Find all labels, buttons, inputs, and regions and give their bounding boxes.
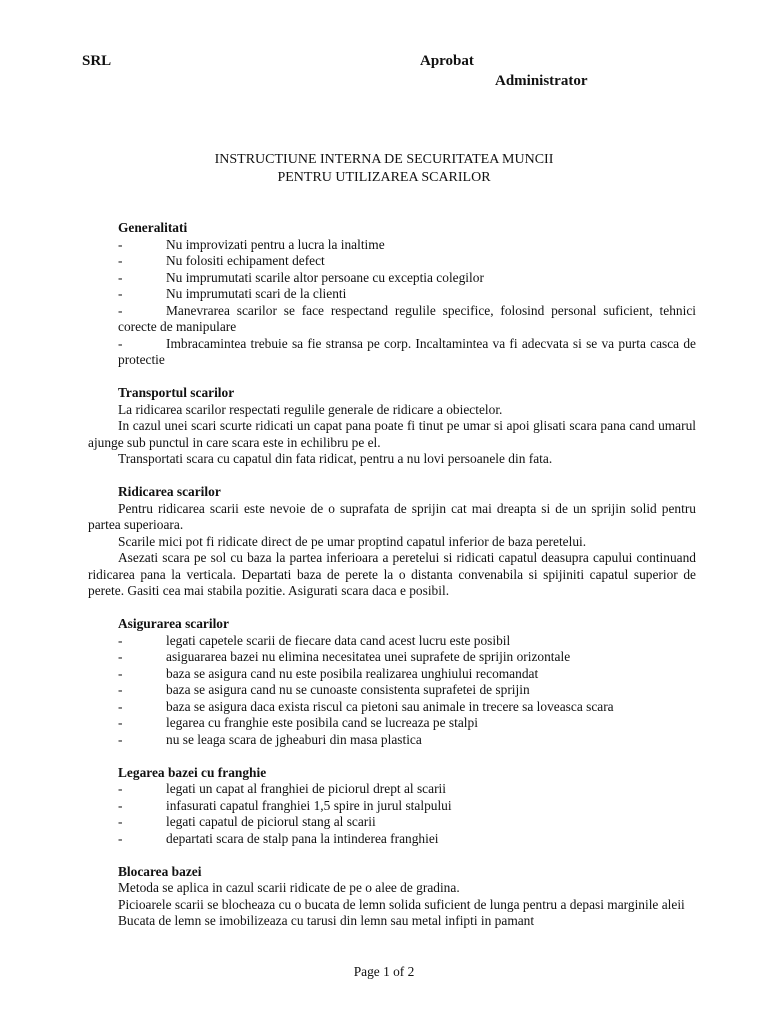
paragraph: La ridicarea scarilor respectati regulile generale de ridicare a obiectelor. [118, 401, 503, 417]
section-transport [88, 385, 696, 468]
section-ridicare [88, 484, 696, 600]
bullet-marker: - [118, 731, 123, 747]
bullet-marker: - [118, 269, 123, 285]
administrator-label: Administrator [495, 73, 588, 89]
paragraph: Asezati scara pe sol cu baza la partea inferioara a peretelui si ridicati capatul deasupra capului continuand ridicarea pana la verticala. Departati baza de perete la o distanta convenabila si spijiniti capatul superior de perete. Gasiti cea mai stabila pozitie. Asigurati scara daca e posibil. [88, 550, 696, 598]
paragraph: Pentru ridicarea scarii este nevoie de o suprafata de sprijin cat mai dreapta si de un sprijin solid pentru partea superioara. [88, 500, 696, 532]
list-item: - legati capetele scarii de fiecare data cand acest lucru este posibil [118, 632, 511, 648]
bullet-marker: - [118, 335, 123, 351]
paragraph: In cazul unei scari scurte ridicati un capat pana poate fi tinut pe umar si apoi glisati scara pana cand umarul ajunge sub punctul in care scara este in echilibru pe el. [88, 418, 696, 450]
list-item: - Nu improvizati pentru a lucra la inaltime [118, 236, 385, 252]
list-item: - baza se asigura cand nu este posibila realizarea unghiului recomandat [118, 665, 539, 681]
section-heading: Asigurarea scarilor [118, 616, 229, 631]
bullet-marker: - [118, 781, 123, 796]
document-title-line2: PENTRU UTILIZAREA SCARILOR [277, 170, 491, 185]
list-item: - baza se asigura cand nu se cunoaste consistenta suprafetei de sprijin [118, 682, 530, 697]
paragraph: Metoda se aplica in cazul scarii ridicate de pe o alee de gradina. [118, 880, 460, 895]
section-heading: Generalitati [118, 220, 188, 235]
bullet-marker: - [118, 236, 123, 252]
list-item: - legarea cu franghie este posibila cand se lucreaza pe stalpi [118, 715, 478, 730]
approval-label: Aprobat [420, 53, 474, 69]
paragraph: Picioarele scarii se blocheaza cu o bucata de lemn solida suficient de lunga pentru a depasi marginile aleii [118, 896, 685, 912]
bullet-marker: - [118, 286, 123, 301]
list-item: - asiguararea bazei nu elimina necesitatea unei suprafete de sprijin orizontale [118, 649, 571, 664]
company-label: SRL [82, 53, 112, 69]
bullet-marker: - [118, 302, 123, 318]
bullet-marker: - [118, 649, 123, 664]
section-heading: Ridicarea scarilor [118, 484, 221, 499]
list-item: - Imbracamintea trebuie sa fie stransa pe corp. Incaltamintea va fi adecvata si se va purta casca de protectie [118, 335, 696, 367]
list-item: - Nu folositi echipament defect [118, 253, 325, 268]
list-item: - baza se asigura daca exista riscul ca pietoni sau animale in trecere sa loveasca scara [118, 698, 614, 714]
page-number: Page 1 of 2 [353, 964, 415, 979]
paragraph: Transportati scara cu capatul din fata ridicat, pentru a nu lovi persoanele din fata. [118, 451, 553, 466]
list-item: - legati capatul de piciorul stang al scarii [118, 814, 376, 829]
section-heading: Transportul scarilor [118, 385, 235, 400]
document-body [88, 220, 696, 946]
bullet-marker: - [118, 665, 123, 681]
list-item: - departati scara de stalp pana la intinderea franghiei [118, 830, 439, 846]
section-heading: Legarea bazei cu franghie [118, 764, 267, 780]
section-asigurare [118, 616, 696, 748]
paragraph: Scarile mici pot fi ridicate direct de pe umar proptind capatul inferior de baza peretelui. [118, 533, 587, 549]
bullet-marker: - [118, 632, 123, 648]
bullet-marker: - [118, 682, 123, 697]
list-item: - legati un capat al franghiei de piciorul drept al scarii [118, 781, 446, 796]
list-item: - nu se leaga scara de jgheaburi din masa plastica [118, 731, 422, 747]
section-heading: Blocarea bazei [118, 863, 202, 879]
section-generalitati [118, 220, 696, 369]
bullet-marker: - [118, 698, 123, 714]
bullet-marker: - [118, 253, 123, 268]
bullet-marker: - [118, 830, 123, 846]
list-item: - Nu imprumutati scari de la clienti [118, 286, 347, 301]
document-title-line1: INSTRUCTIUNE INTERNA DE SECURITATEA MUNCII [214, 152, 554, 167]
paragraph: Bucata de lemn se imobilizeaza cu tarusi din lemn sau metal infipti in pamant [118, 913, 535, 928]
list-item: - Nu imprumutati scarile altor persoane cu exceptia colegilor [118, 269, 484, 285]
bullet-marker: - [118, 715, 123, 730]
list-item: - Manevrarea scarilor se face respectand regulile specifice, folosind personal suficient, tehnici corecte de manipulare [118, 302, 696, 334]
section-blocare [118, 864, 696, 930]
bullet-marker: - [118, 814, 123, 829]
bullet-marker: - [118, 797, 123, 813]
list-item: - infasurati capatul franghiei 1,5 spire in jurul stalpului [118, 797, 452, 813]
section-legare [118, 765, 696, 848]
